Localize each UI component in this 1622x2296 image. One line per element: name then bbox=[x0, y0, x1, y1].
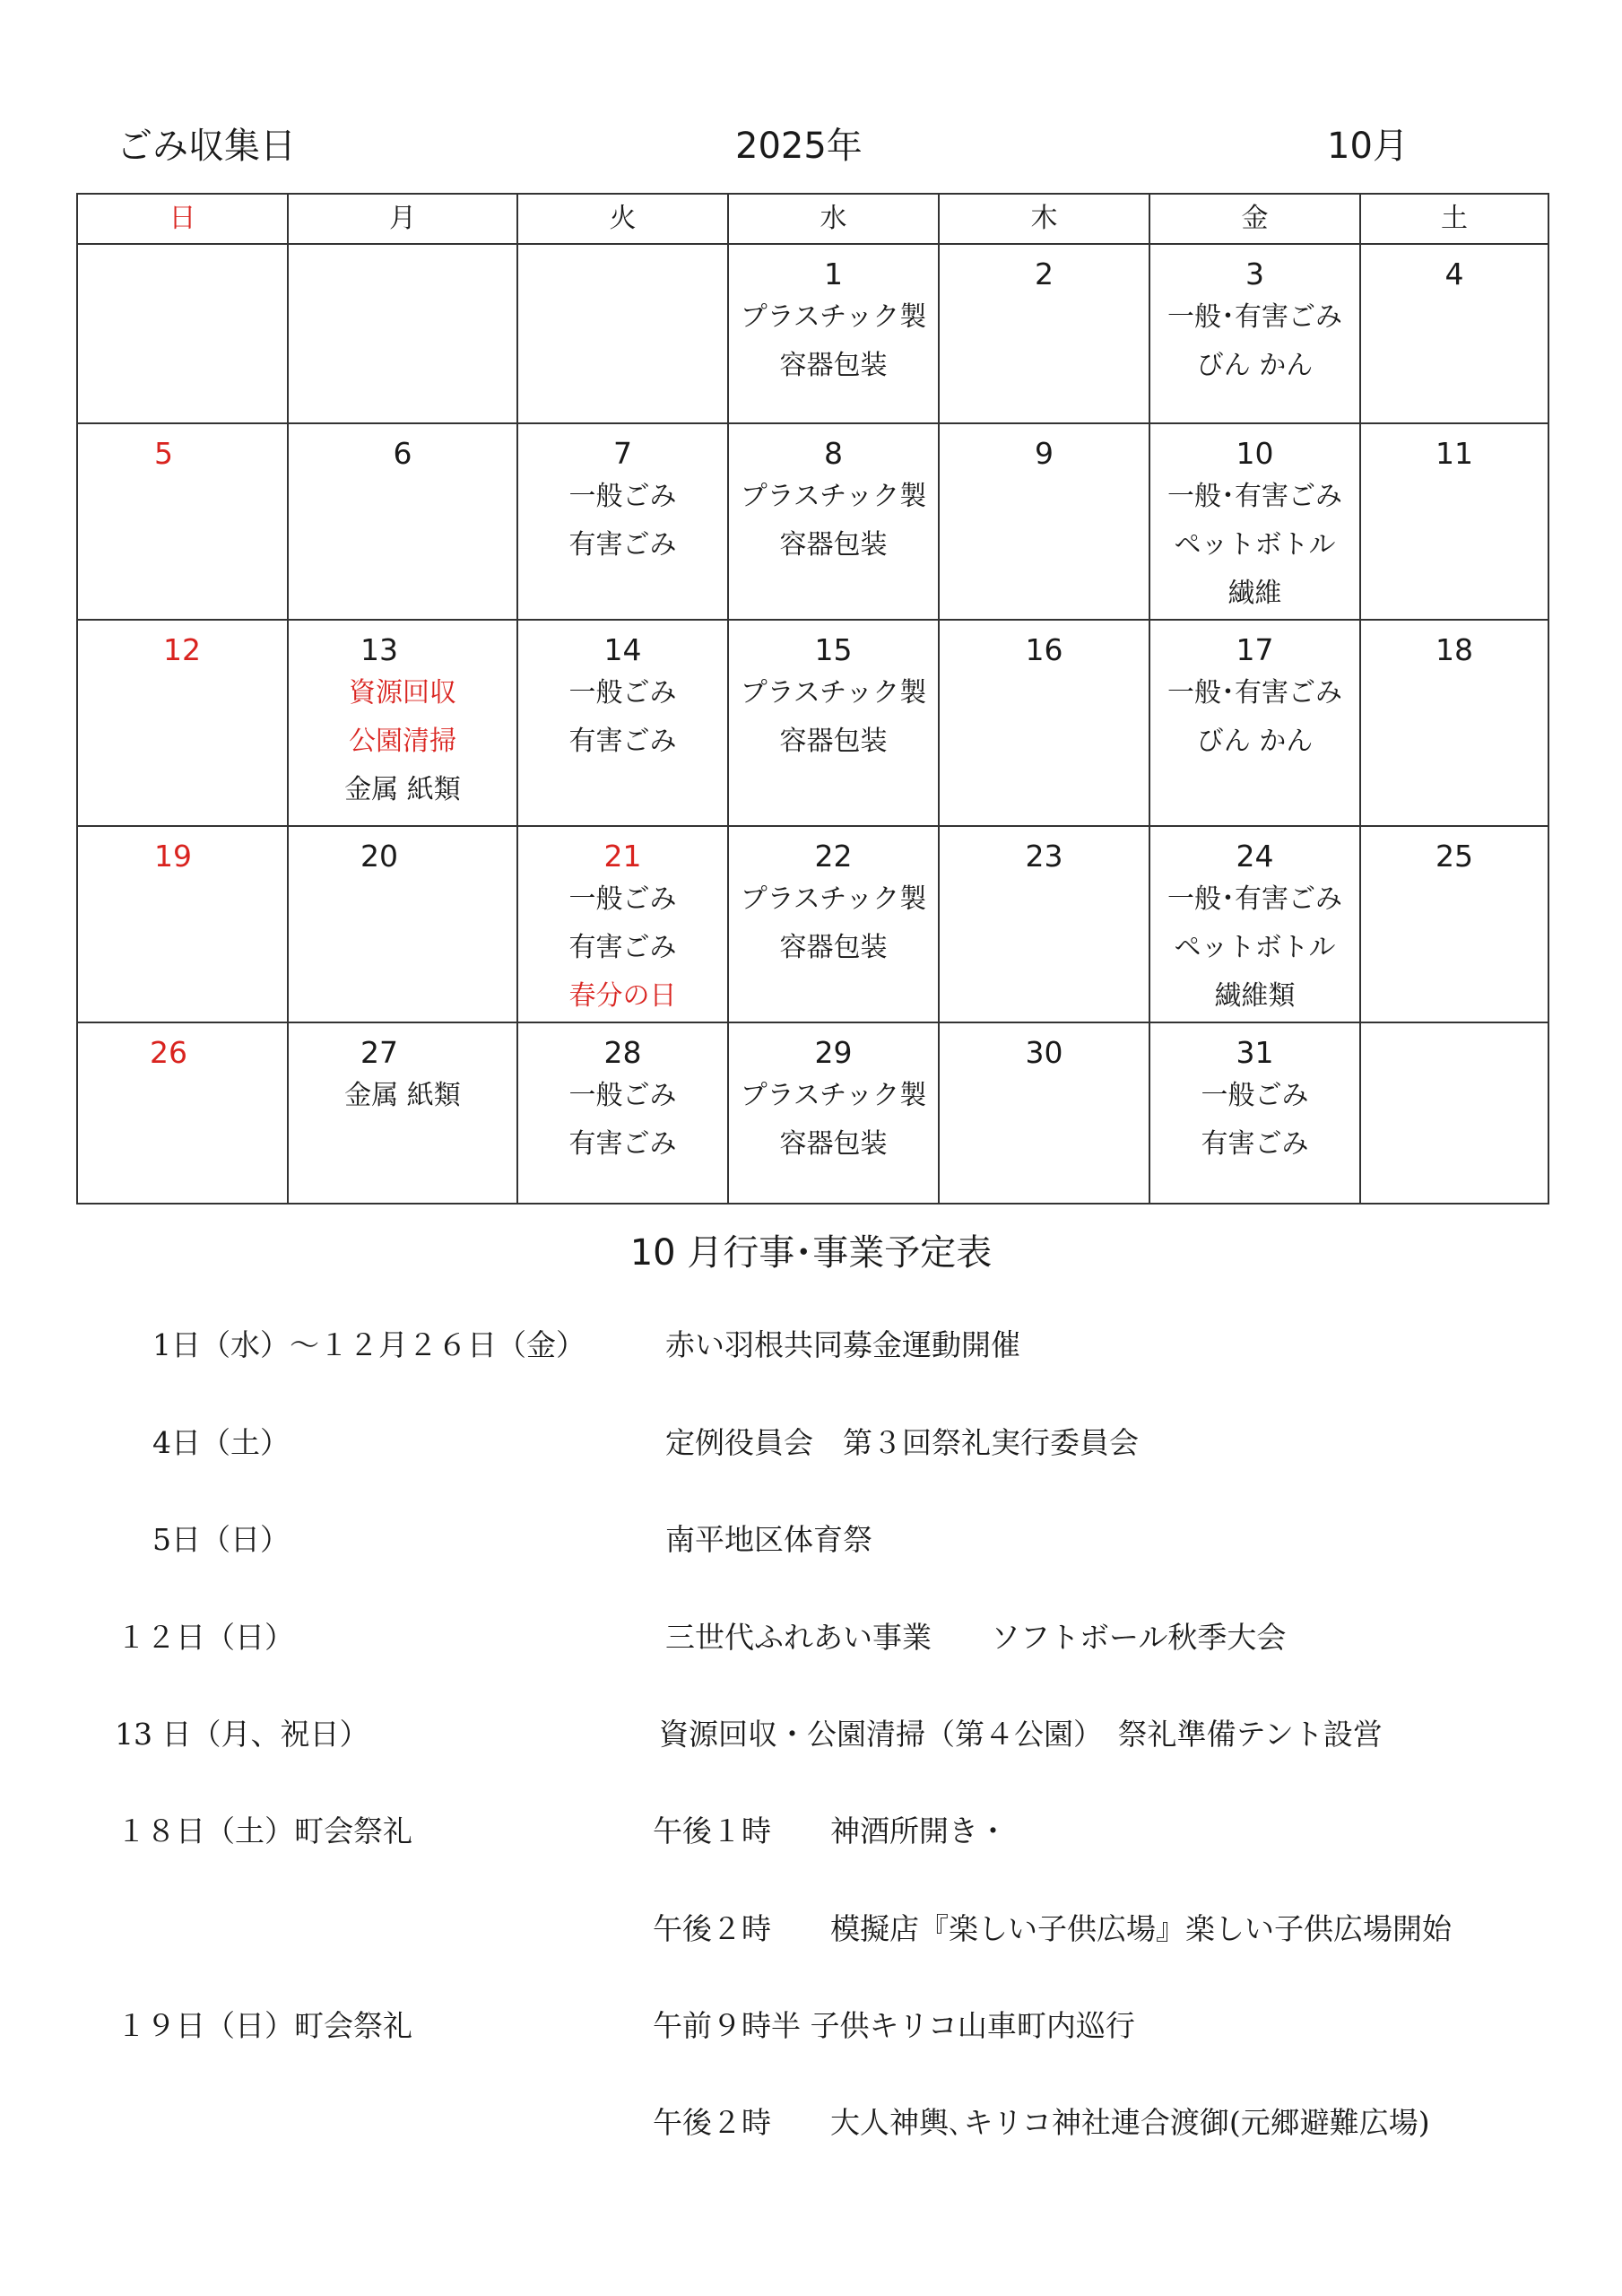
weekday-mon: 月 bbox=[288, 194, 517, 244]
calendar-day-cell bbox=[1360, 826, 1548, 1022]
day-number: 4 bbox=[1444, 257, 1464, 291]
event-label: 一般ごみ bbox=[1201, 1080, 1309, 1111]
day-number: 27 bbox=[360, 1035, 398, 1070]
event-label: プラスチック製 bbox=[740, 301, 927, 333]
event-label: 一般ごみ bbox=[568, 481, 677, 512]
calendar-day-cell bbox=[728, 620, 939, 826]
event-label: プラスチック製 bbox=[740, 1080, 927, 1111]
calendar-day-cell bbox=[517, 1022, 728, 1204]
calendar-day-cell bbox=[77, 423, 288, 620]
day-number: 26 bbox=[150, 1035, 187, 1070]
day-number: 2 bbox=[1035, 257, 1054, 291]
day-number: 22 bbox=[814, 839, 853, 874]
schedule-desc: 午後２時 模擬店『楽しい子供広場』楽しい子供広場開始 bbox=[653, 1911, 1452, 1946]
calendar-day-cell bbox=[288, 826, 517, 1022]
year-label: 2025年 bbox=[735, 126, 863, 167]
calendar-day-cell bbox=[288, 244, 517, 423]
event-label: プラスチック製 bbox=[740, 677, 927, 709]
event-label: 有害ごみ bbox=[568, 529, 677, 561]
calendar-day-cell bbox=[77, 244, 288, 423]
schedule-date: 4日（土） bbox=[152, 1425, 290, 1460]
event-label: びん かん bbox=[1196, 726, 1314, 757]
weekday-sat: 土 bbox=[1360, 194, 1548, 244]
event-label: 容器包装 bbox=[779, 529, 888, 561]
calendar-day-cell bbox=[517, 244, 728, 423]
calendar-day-cell bbox=[939, 244, 1149, 423]
schedule-desc: 定例役員会 第３回祭礼実行委員会 bbox=[665, 1425, 1139, 1460]
calendar-day-cell bbox=[1149, 826, 1360, 1022]
day-number: 13 bbox=[360, 632, 398, 667]
schedule-date: １９日（日）町会祭礼 bbox=[117, 2008, 412, 2043]
event-label: びん かん bbox=[1196, 350, 1314, 381]
event-label: 一般･有害ごみ bbox=[1167, 481, 1342, 512]
event-label: 春分の日 bbox=[568, 980, 677, 1012]
event-label: 一般ごみ bbox=[568, 1080, 677, 1111]
month-label: 10月 bbox=[1327, 126, 1409, 167]
day-number: 30 bbox=[1025, 1035, 1063, 1070]
day-number: 17 bbox=[1236, 632, 1274, 667]
calendar-day-cell bbox=[1149, 1022, 1360, 1204]
schedule-desc: 午前９時半 子供キリコ山車町内巡行 bbox=[653, 2008, 1135, 2043]
weekday-sun: 日 bbox=[77, 194, 288, 244]
schedule-desc: 資源回収・公園清掃（第４公園） 祭礼準備テント設営 bbox=[659, 1717, 1383, 1752]
day-number: 20 bbox=[360, 839, 398, 874]
day-number: 21 bbox=[603, 839, 642, 874]
event-label: 容器包装 bbox=[779, 726, 888, 757]
event-label: 繊維 bbox=[1227, 578, 1282, 609]
schedule-date: １８日（土）町会祭礼 bbox=[117, 1813, 412, 1848]
event-label: 繊維類 bbox=[1214, 980, 1296, 1012]
day-number: 23 bbox=[1025, 839, 1063, 874]
calendar-day-cell bbox=[1360, 1022, 1548, 1204]
day-number: 16 bbox=[1025, 632, 1063, 667]
calendar-day-cell bbox=[77, 1022, 288, 1204]
event-label: 有害ごみ bbox=[568, 1128, 677, 1160]
event-label: ペットボトル bbox=[1174, 529, 1336, 561]
calendar-day-cell bbox=[517, 826, 728, 1022]
weekday-wed: 水 bbox=[728, 194, 939, 244]
calendar-day-cell bbox=[288, 1022, 517, 1204]
calendar-day-cell bbox=[517, 423, 728, 620]
event-label: 有害ごみ bbox=[1201, 1128, 1309, 1160]
day-number: 31 bbox=[1236, 1035, 1274, 1070]
calendar-week bbox=[77, 620, 1548, 826]
weekday-tue: 火 bbox=[517, 194, 728, 244]
day-number: 25 bbox=[1436, 839, 1473, 874]
calendar-day-cell bbox=[1149, 423, 1360, 620]
event-label: プラスチック製 bbox=[740, 883, 927, 915]
event-label: 金属 紙類 bbox=[344, 1080, 461, 1111]
calendar-day-cell bbox=[77, 826, 288, 1022]
schedule-date: 1日（水）～１２月２６日（金） bbox=[152, 1327, 585, 1362]
day-number: 15 bbox=[814, 632, 853, 667]
day-number: 1 bbox=[824, 257, 843, 291]
event-label: 資源回収 bbox=[349, 677, 456, 709]
calendar-day-cell bbox=[728, 244, 939, 423]
schedule-date: １２日（日） bbox=[117, 1620, 294, 1655]
calendar-week bbox=[77, 826, 1548, 1022]
calendar-day-cell bbox=[939, 620, 1149, 826]
calendar-day-cell bbox=[1360, 423, 1548, 620]
calendar-week bbox=[77, 423, 1548, 620]
event-label: 容器包装 bbox=[779, 1128, 888, 1160]
schedule-desc: 午後１時 神酒所開き・ bbox=[653, 1813, 1008, 1848]
calendar-day-cell bbox=[939, 1022, 1149, 1204]
calendar-day-cell bbox=[288, 423, 517, 620]
garbage-calendar bbox=[76, 193, 1549, 1205]
calendar-day-cell bbox=[728, 1022, 939, 1204]
event-label: 公園清掃 bbox=[349, 726, 456, 757]
calendar-week bbox=[77, 244, 1548, 423]
calendar-day-cell bbox=[728, 423, 939, 620]
day-number bbox=[78, 256, 287, 293]
day-number: 8 bbox=[824, 436, 843, 471]
calendar-day-cell bbox=[288, 620, 517, 826]
weekday-fri: 金 bbox=[1149, 194, 1360, 244]
event-label: 有害ごみ bbox=[568, 932, 677, 963]
event-label: 金属 紙類 bbox=[344, 774, 461, 805]
day-number: 3 bbox=[1245, 257, 1264, 291]
event-label: 有害ごみ bbox=[568, 726, 677, 757]
day-number: 18 bbox=[1436, 632, 1473, 667]
event-label: 容器包装 bbox=[779, 350, 888, 381]
day-number: 11 bbox=[1436, 436, 1473, 471]
calendar-day-cell bbox=[1149, 244, 1360, 423]
schedule-title: 10 月行事･事業予定表 bbox=[629, 1232, 993, 1274]
event-label: 一般･有害ごみ bbox=[1167, 883, 1342, 915]
event-label: 一般ごみ bbox=[568, 677, 677, 709]
event-label: 一般ごみ bbox=[568, 883, 677, 915]
calendar-day-cell bbox=[1360, 244, 1548, 423]
calendar-week bbox=[77, 1022, 1548, 1204]
schedule-desc: 三世代ふれあい事業 ソフトボール秋季大会 bbox=[665, 1620, 1287, 1655]
schedule-date: 5日（日） bbox=[152, 1522, 290, 1557]
day-number: 10 bbox=[1236, 436, 1274, 471]
schedule-desc: 南平地区体育祭 bbox=[665, 1522, 872, 1557]
calendar-day-cell bbox=[939, 423, 1149, 620]
day-number: 14 bbox=[603, 632, 642, 667]
day-number: 28 bbox=[603, 1035, 642, 1070]
day-number: 7 bbox=[613, 436, 632, 471]
day-number bbox=[289, 256, 516, 293]
event-label: 一般･有害ごみ bbox=[1167, 301, 1342, 333]
event-label: プラスチック製 bbox=[740, 481, 927, 512]
schedule-desc: 赤い羽根共同募金運動開催 bbox=[665, 1327, 1020, 1362]
event-label: ペットボトル bbox=[1174, 932, 1336, 963]
event-label: 容器包装 bbox=[779, 932, 888, 963]
weekday-header-row bbox=[77, 194, 1548, 244]
day-number: 5 bbox=[154, 436, 173, 471]
calendar-day-cell bbox=[1360, 620, 1548, 826]
page-title: ごみ収集日 bbox=[117, 126, 296, 167]
day-number: 9 bbox=[1035, 436, 1054, 471]
calendar-day-cell bbox=[77, 620, 288, 826]
day-number: 19 bbox=[154, 839, 192, 874]
calendar-day-cell bbox=[1149, 620, 1360, 826]
day-number bbox=[1361, 1034, 1548, 1072]
calendar-day-cell bbox=[939, 826, 1149, 1022]
day-number: 29 bbox=[814, 1035, 853, 1070]
day-number bbox=[518, 256, 727, 293]
day-number: 12 bbox=[163, 632, 201, 667]
day-number: 6 bbox=[393, 436, 412, 471]
day-number: 24 bbox=[1236, 839, 1274, 874]
schedule-date: 13 日（月、祝日） bbox=[115, 1717, 369, 1752]
calendar-day-cell bbox=[728, 826, 939, 1022]
schedule-desc: 午後２時 大人神輿､キリコ神社連合渡御(元郷避難広場) bbox=[653, 2105, 1430, 2140]
event-label: 一般･有害ごみ bbox=[1167, 677, 1342, 709]
calendar-day-cell bbox=[517, 620, 728, 826]
weekday-thu: 木 bbox=[939, 194, 1149, 244]
